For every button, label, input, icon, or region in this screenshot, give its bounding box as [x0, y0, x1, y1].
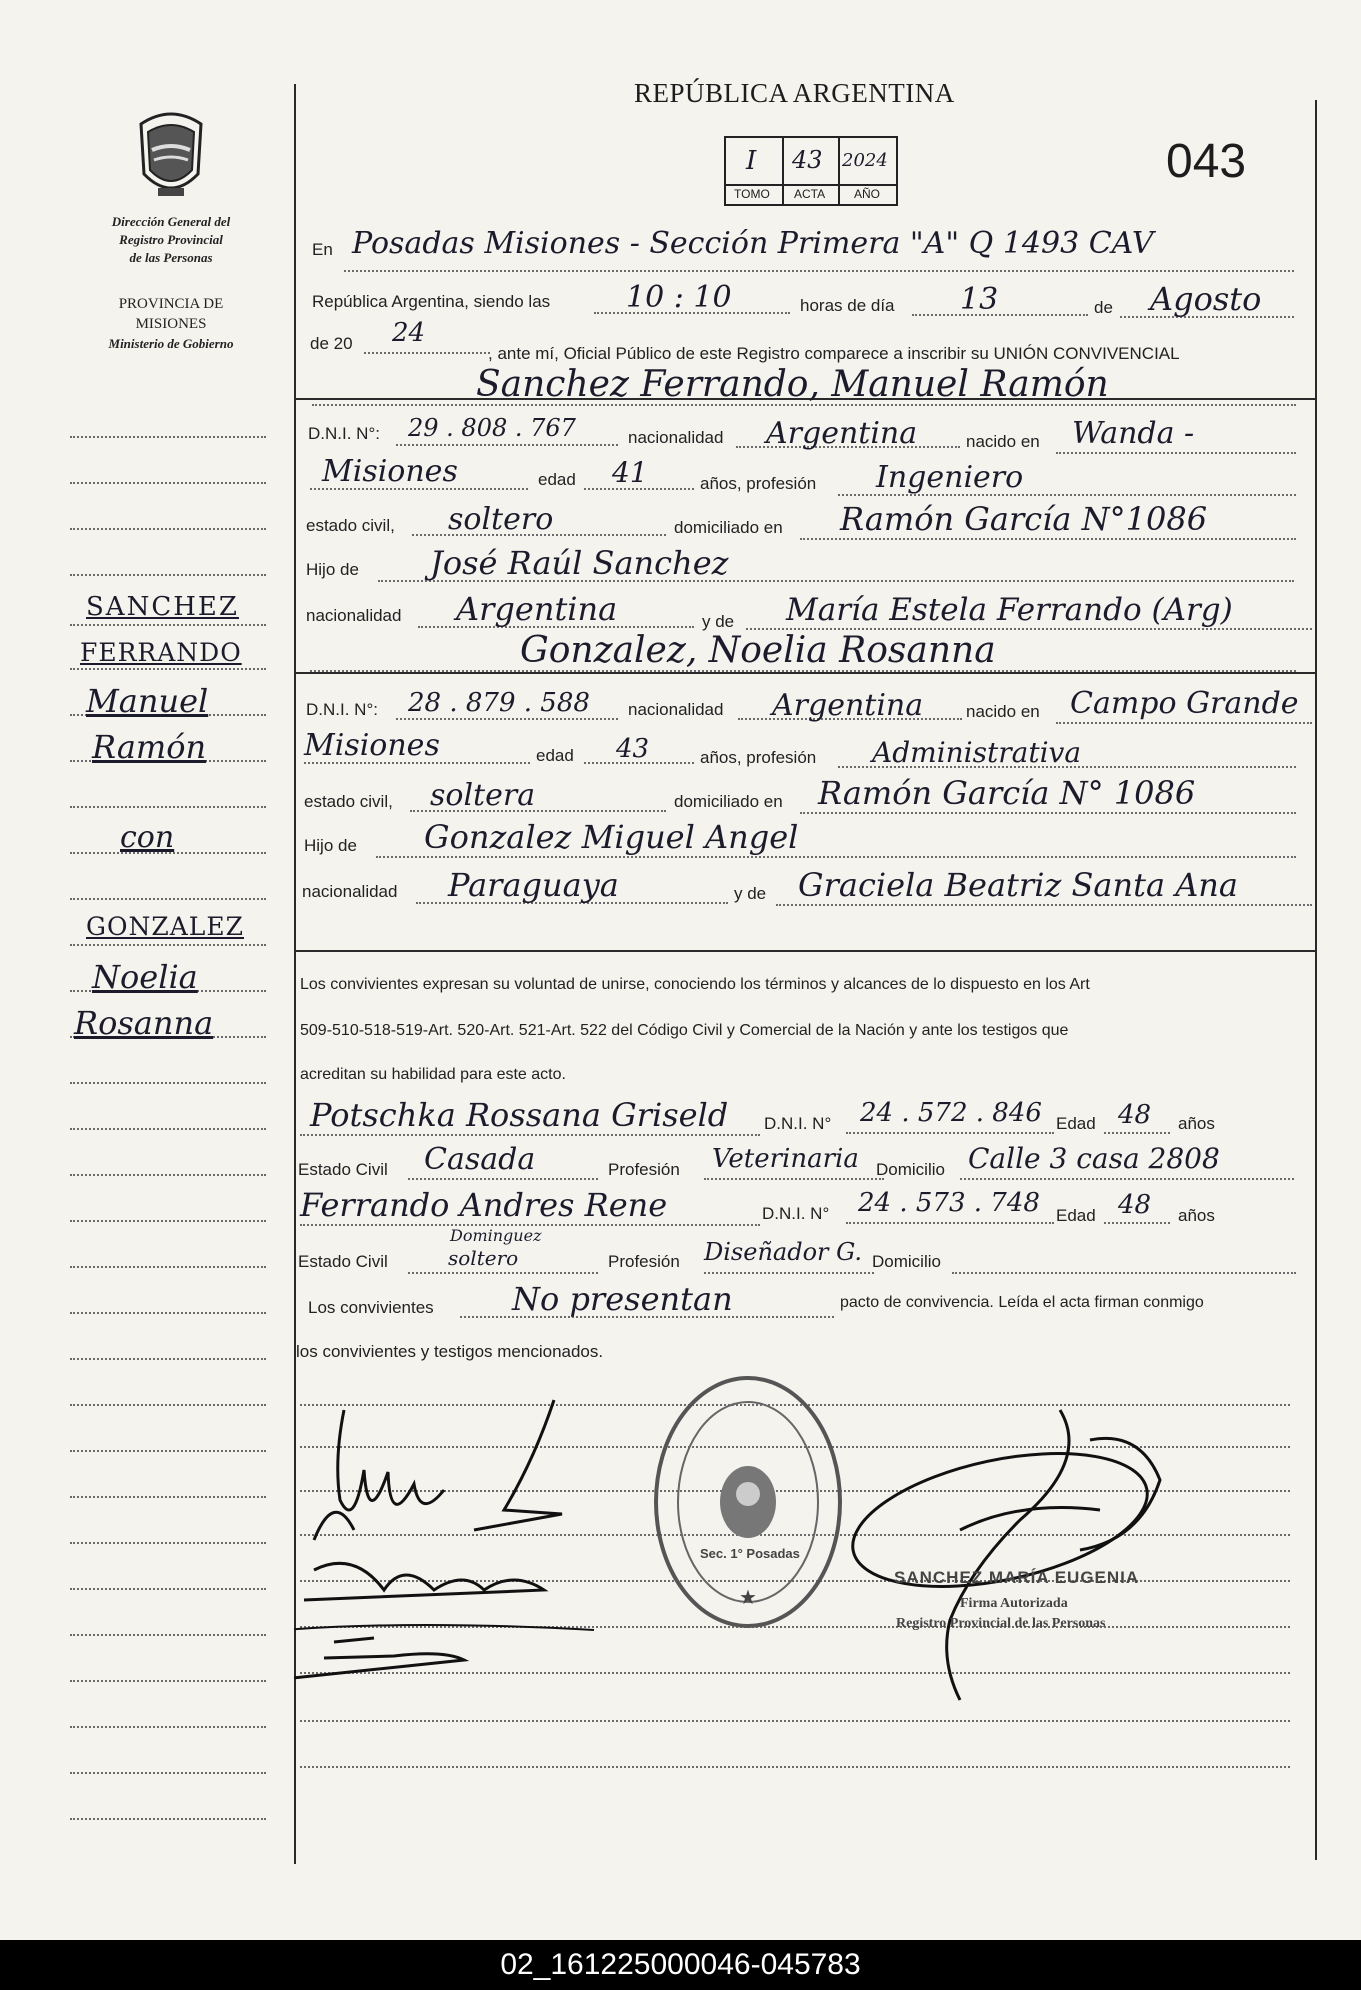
w2-anos-label: años — [1178, 1206, 1215, 1225]
margin-given-1: Manuel — [86, 682, 209, 720]
p1-domicilio-label: domiciliado en — [674, 518, 783, 537]
w1-dni: 24 . 572 . 846 — [860, 1098, 1042, 1128]
p2-nacido-en-1: Campo Grande — [1070, 686, 1299, 721]
p1-padre: José Raúl Sanchez — [430, 544, 729, 582]
year-suffix: 24 — [392, 318, 426, 348]
legal-line-2: 509-510-518-519-Art. 520-Art. 521-Art. 522 del Código Civil y Comercial de la Nación y ante los testigos que — [300, 1022, 1069, 1039]
registry-box — [724, 136, 898, 206]
p1-nacido-en-2: Misiones — [322, 454, 458, 489]
p2-nacido-label: nacido en — [966, 702, 1040, 721]
p1-nac2-label: nacionalidad — [306, 606, 402, 625]
legal-line-1: Los convivientes expresan su voluntad de unirse, conociendo los términos y alcances de lo dispuesto en los Art — [300, 976, 1090, 993]
province-line-2: MISIONES — [135, 316, 207, 332]
closing-line-2: los convivientes y testigos mencionados. — [296, 1342, 604, 1361]
w1-domicilio-label: Domicilio — [876, 1160, 945, 1179]
p2-madre: Graciela Beatriz Santa Ana — [798, 866, 1238, 904]
p1-nacido-label: nacido en — [966, 432, 1040, 451]
w1-edad: 48 — [1118, 1100, 1152, 1130]
closing-value: No presentan — [512, 1280, 733, 1318]
org-line-1: Dirección General del — [111, 214, 231, 229]
legal-line-3: acreditan su habilidad para este acto. — [300, 1066, 566, 1083]
p1-nacionalidad-label: nacionalidad — [628, 428, 724, 447]
stamp-name: SANCHEZ MARÍA EUGENIA — [894, 1568, 1140, 1587]
p1-estado: soltero — [448, 502, 554, 537]
p2-domicilio: Ramón García N° 1086 — [818, 774, 1196, 812]
seal-icon — [648, 1372, 848, 1632]
margin-con: con — [120, 820, 175, 855]
p1-hijo-label: Hijo de — [306, 560, 359, 579]
acta-value: 43 — [792, 146, 823, 174]
signature-convivientes — [294, 1380, 614, 1705]
p2-nacido-en-2: Misiones — [304, 728, 440, 763]
p1-profesion-label: años, profesión — [700, 474, 817, 493]
en-label: En — [312, 240, 333, 259]
p1-yde-label: y de — [702, 612, 735, 631]
official-seal — [648, 1372, 848, 1637]
person1-full-name: Sanchez Ferrando, Manuel Ramón — [476, 364, 1109, 405]
ministry: Ministerio de Gobierno — [108, 336, 234, 351]
signature-official-icon — [840, 1400, 1180, 1730]
w1-profesion-label: Profesión — [608, 1160, 680, 1179]
w2-dni: 24 . 573 . 748 — [858, 1188, 1040, 1218]
p2-estado-label: estado civil, — [304, 792, 393, 811]
closing-suffix: pacto de convivencia. Leída el acta firman conmigo — [840, 1294, 1204, 1311]
province-emblem — [126, 104, 216, 209]
p2-padre-nac: Paraguaya — [448, 866, 619, 904]
w2-edad-label: Edad — [1056, 1206, 1096, 1225]
signature-convivientes-icon — [294, 1380, 614, 1700]
ano-value: 2024 — [842, 150, 888, 171]
p2-nac2-label: nacionalidad — [302, 882, 398, 901]
section-divider-2 — [294, 672, 1315, 674]
p1-dni-label: D.N.I. N°: — [308, 424, 380, 443]
w1-anos-label: años — [1178, 1114, 1215, 1133]
w1-name: Potschka Rossana Griseld — [310, 1096, 729, 1134]
p2-hijo-label: Hijo de — [304, 836, 357, 855]
intro-place: Posadas Misiones - Sección Primera "A" Q 1493 CAV — [352, 226, 1154, 261]
page-number: 043 — [1166, 135, 1247, 188]
p2-yde-label: y de — [734, 884, 767, 903]
province-line-1: PROVINCIA DE — [118, 296, 224, 312]
right-border-line — [1315, 100, 1317, 1860]
w1-domicilio: Calle 3 casa 2808 — [968, 1142, 1220, 1175]
ano-label: AÑO — [854, 187, 881, 201]
p2-nacionalidad: Argentina — [772, 688, 924, 723]
org-line-2: Registro Provincial — [119, 232, 223, 247]
year-prefix: de 20 — [310, 334, 353, 353]
p2-domicilio-label: domiciliado en — [674, 792, 783, 811]
person2-full-name: Gonzalez, Noelia Rosanna — [520, 630, 996, 671]
intro-hour: 10 : 10 — [626, 280, 732, 315]
w2-estado-note: Dominguez — [450, 1226, 542, 1245]
margin-given-3: Noelia — [92, 958, 198, 996]
p1-domicilio: Ramón García N°1086 — [840, 500, 1208, 538]
closing-prefix: Los convivientes — [308, 1298, 434, 1317]
org-line-3: de las Personas — [129, 250, 213, 265]
w1-profesion: Veterinaria — [712, 1144, 859, 1174]
p2-edad: 43 — [616, 734, 650, 764]
p2-dni: 28 . 879 . 588 — [408, 688, 590, 718]
document-code: 02_161225000046-045783 — [500, 1948, 861, 1981]
acta-label: ACTA — [794, 187, 826, 201]
margin-surname-3: GONZALEZ — [86, 912, 244, 941]
w2-profesion-label: Profesión — [608, 1252, 680, 1271]
margin-given-4: Rosanna — [74, 1004, 214, 1042]
w1-estado: Casada — [424, 1142, 536, 1177]
w2-estado: soltero — [448, 1246, 519, 1270]
p2-profesion-label: años, profesión — [700, 748, 817, 767]
w2-estado-label: Estado Civil — [298, 1252, 388, 1271]
p1-dni: 29 . 808 . 767 — [408, 414, 576, 442]
p2-dni-label: D.N.I. N°: — [306, 700, 378, 719]
stamp-office: Registro Provincial de las Personas — [896, 1616, 1106, 1631]
emblem-icon — [126, 104, 216, 204]
w2-name: Ferrando Andres Rene — [300, 1186, 668, 1224]
p2-padre: Gonzalez Miguel Angel — [424, 818, 799, 856]
intro-line2-prefix: República Argentina, siendo las — [312, 292, 551, 311]
p1-estado-label: estado civil, — [306, 516, 395, 535]
intro-day: 13 — [960, 282, 999, 317]
p2-nacionalidad-label: nacionalidad — [628, 700, 724, 719]
intro-line3: , ante mí, Oficial Público de este Registro comparece a inscribir su UNIÓN CONVIVENCIAL — [488, 344, 1180, 363]
stamp-role: Firma Autorizada — [960, 1596, 1068, 1611]
horas-label: horas de día — [800, 296, 895, 315]
p1-profesion: Ingeniero — [876, 460, 1024, 495]
w1-dni-label: D.N.I. N° — [764, 1114, 832, 1133]
p1-nacionalidad: Argentina — [766, 416, 918, 451]
w2-profesion: Diseñador G. — [704, 1238, 863, 1266]
de-label: de — [1094, 298, 1113, 317]
w2-domicilio-label: Domicilio — [872, 1252, 941, 1271]
intro-month: Agosto — [1150, 280, 1262, 318]
w2-dni-label: D.N.I. N° — [762, 1204, 830, 1223]
svg-text:★: ★ — [739, 1587, 757, 1609]
section-divider-3 — [294, 950, 1315, 952]
p2-edad-label: edad — [536, 746, 574, 765]
w1-estado-label: Estado Civil — [298, 1160, 388, 1179]
margin-surname-1: SANCHEZ — [86, 592, 239, 622]
seal-text: Sec. 1° Posadas — [700, 1546, 800, 1561]
p1-padre-nac: Argentina — [456, 590, 618, 628]
p1-madre: María Estela Ferrando (Arg) — [786, 592, 1233, 628]
p1-edad-label: edad — [538, 470, 576, 489]
p1-edad: 41 — [612, 456, 648, 489]
w2-edad: 48 — [1118, 1190, 1152, 1220]
document-title: REPÚBLICA ARGENTINA — [634, 78, 955, 108]
margin-given-2: Ramón — [92, 728, 207, 766]
tomo-label: TOMO — [734, 187, 770, 201]
p1-nacido-en-1: Wanda - — [1072, 416, 1195, 451]
w1-edad-label: Edad — [1056, 1114, 1096, 1133]
margin-surname-2: FERRANDO — [80, 638, 242, 667]
p2-profesion: Administrativa — [872, 736, 1082, 769]
tomo-value: I — [746, 146, 757, 176]
p2-estado: soltera — [430, 778, 536, 813]
